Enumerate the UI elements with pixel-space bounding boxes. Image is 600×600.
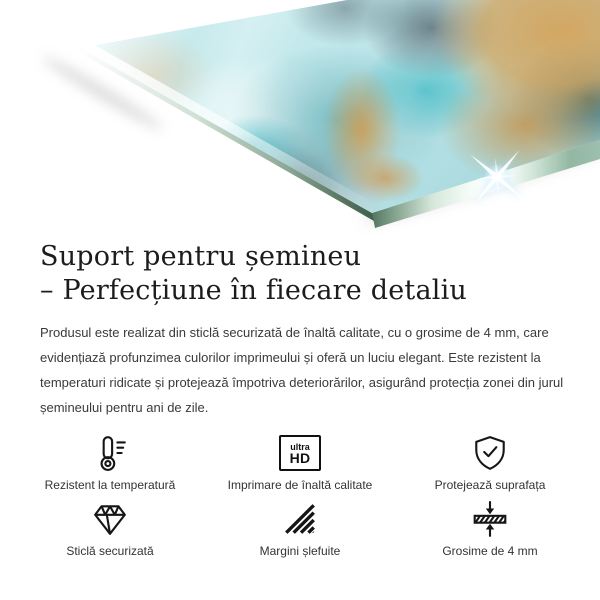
diamond-icon [90, 498, 130, 540]
product-description: Produsul este realizat din sticlă securizată de înaltă calitate, cu o grosime de 4 mm, care evidențiază profunzimea culorilor imprimeului și oferă un luciu elegant. Este rezistent la temperaturi ridicate și protejează împotriva deteriorărilor, asigurând protecția zonei din jurul șemineului pentru ani de zile. [40, 325, 564, 415]
product-image [0, 0, 600, 232]
page-title [40, 240, 560, 308]
ultra-hd-text-bottom: HD [289, 449, 311, 466]
shield-check-icon [471, 432, 509, 474]
feature-polished-edges [205, 498, 395, 558]
feature-label: Margini șlefuite [259, 544, 341, 558]
features-grid [15, 432, 585, 558]
ultra-hd-icon [279, 432, 321, 474]
feature-label: Imprimare de înaltă calitate [227, 478, 373, 492]
feature-temperature [15, 432, 205, 492]
ultra-hd-text-top: ultra [290, 441, 310, 452]
thermometer-icon [91, 432, 129, 474]
feature-thickness [395, 498, 585, 558]
page-title-line-1: Suport pentru șemineu [40, 241, 362, 272]
feature-label: Protejează suprafața [434, 478, 546, 492]
feature-surface-protection [395, 432, 585, 492]
feature-label: Rezistent la temperatură [44, 478, 176, 492]
thickness-icon [471, 498, 509, 540]
feature-print-quality [205, 432, 395, 492]
feature-tempered-glass [15, 498, 205, 558]
feature-label: Grosime de 4 mm [442, 544, 538, 558]
polished-edges-icon [281, 498, 319, 540]
feature-label: Sticlă securizată [66, 544, 154, 558]
page-title-line-2: – Perfecțiune în fiecare detaliu [40, 275, 468, 306]
